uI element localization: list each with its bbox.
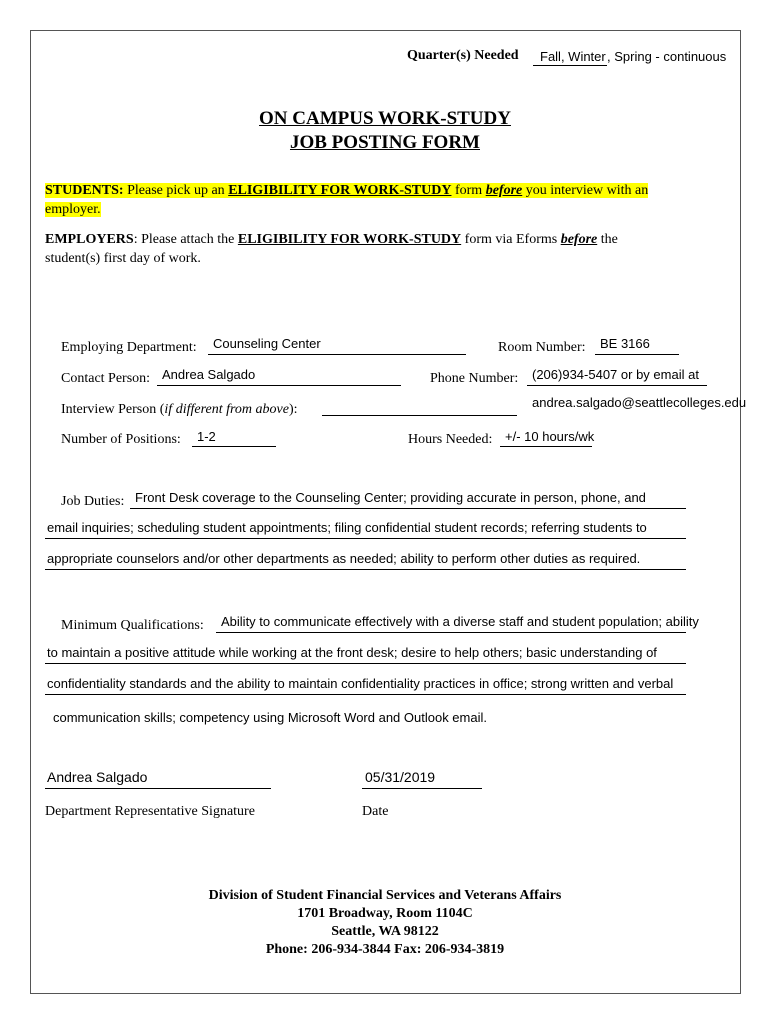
students-notice [45,181,735,219]
duties-line-2[interactable]: email inquiries; scheduling student appointments; filing confidential student records; referring students to [47,520,647,535]
contact-field[interactable]: Andrea Salgado [162,367,256,382]
employers-text-3: the [597,232,618,247]
eligibility-form-link: ELIGIBILITY FOR WORK-STUDY [228,183,452,198]
footer-address: 1701 Broadway, Room 1104C [297,906,473,921]
interview-label [61,402,298,418]
duties-underline-3 [45,569,686,570]
signature-label: Department Representative Signature [45,804,255,819]
positions-underline [192,446,276,447]
interview-label-c: ): [288,402,298,417]
phone-label: Phone Number: [430,371,519,386]
qualifications-line-2[interactable]: to maintain a positive attitude while working at the front desk; desire to help others; basic understanding of [47,645,657,660]
students-text-2: form [451,183,486,198]
department-field[interactable]: Counseling Center [213,336,321,351]
duties-line-1[interactable]: Front Desk coverage to the Counseling Center; providing accurate in person, phone, and [135,490,646,505]
duties-line-3[interactable]: appropriate counselors and/or other departments as needed; ability to perform other duties as required. [47,551,641,566]
date-field[interactable]: 05/31/2019 [365,769,436,785]
employers-notice [45,230,735,268]
students-label: STUDENTS: [45,183,124,198]
footer-phone: Phone: 206-934-3844 Fax: 206-934-3819 [265,942,505,957]
contact-label: Contact Person: [61,371,151,386]
qualifications-underline-3 [45,694,686,695]
quarters-label: Quarter(s) Needed [407,48,519,63]
room-label: Room Number: [498,340,586,355]
quarters-value[interactable]: Fall, Winter [540,49,606,64]
date-underline [362,788,482,789]
duties-underline-2 [45,538,686,539]
room-field[interactable]: BE 3166 [600,336,650,351]
department-label: Employing Department: [61,340,197,355]
footer-division: Division of Student Financial Services and Veterans Affairs [208,888,562,903]
employers-text-4: student(s) first day of work. [45,251,201,266]
qualifications-line-4[interactable]: communication skills; competency using Microsoft Word and Outlook email. [53,710,487,725]
employers-text-1: : Please attach the [133,232,238,247]
students-text-4: employer. [45,202,101,217]
contact-underline [157,385,401,386]
students-text-1: Please pick up an [123,183,229,198]
hours-underline [500,446,592,447]
duties-underline-1 [130,508,686,509]
qualifications-underline-2 [45,663,686,664]
interview-field[interactable] [322,415,517,416]
interview-label-b: if different from above [164,402,289,417]
interview-label-a: Interview Person ( [61,402,165,417]
employers-before: before [560,232,598,247]
positions-label: Number of Positions: [61,432,181,447]
department-underline [208,354,466,355]
employers-label: EMPLOYERS [45,232,134,247]
qualifications-line-3[interactable]: confidentiality standards and the ability to maintain confidentiality practices in office; strong written and verbal [47,676,674,691]
eligibility-form-link-2: ELIGIBILITY FOR WORK-STUDY [237,232,462,247]
students-before: before [485,183,523,198]
signature-underline [45,788,271,789]
page-subtitle: JOB POSTING FORM [289,132,480,153]
hours-field[interactable]: +/- 10 hours/wk [505,429,595,444]
page-border [30,30,741,994]
email-field[interactable]: andrea.salgado@seattlecolleges.edu [532,395,747,410]
footer-city: Seattle, WA 98122 [331,924,439,939]
phone-underline [527,385,707,386]
qualifications-label: Minimum Qualifications: [61,618,204,633]
date-label: Date [362,804,389,819]
phone-field[interactable]: (206)934-5407 or by email at [532,367,699,382]
signature-field[interactable]: Andrea Salgado [47,769,148,785]
hours-label: Hours Needed: [408,432,493,447]
room-underline [595,354,679,355]
quarters-underline [533,65,607,66]
qualifications-underline-1 [216,632,686,633]
duties-label: Job Duties: [61,494,125,509]
page-title: ON CAMPUS WORK-STUDY [259,108,511,129]
qualifications-line-1[interactable]: Ability to communicate effectively with a diverse staff and student population; ability [221,614,699,629]
positions-field[interactable]: 1-2 [197,429,216,444]
employers-text-2: form via Eforms [461,232,561,247]
quarters-extra: , Spring - continuous [607,49,727,64]
students-text-3: you interview with an [522,183,649,198]
